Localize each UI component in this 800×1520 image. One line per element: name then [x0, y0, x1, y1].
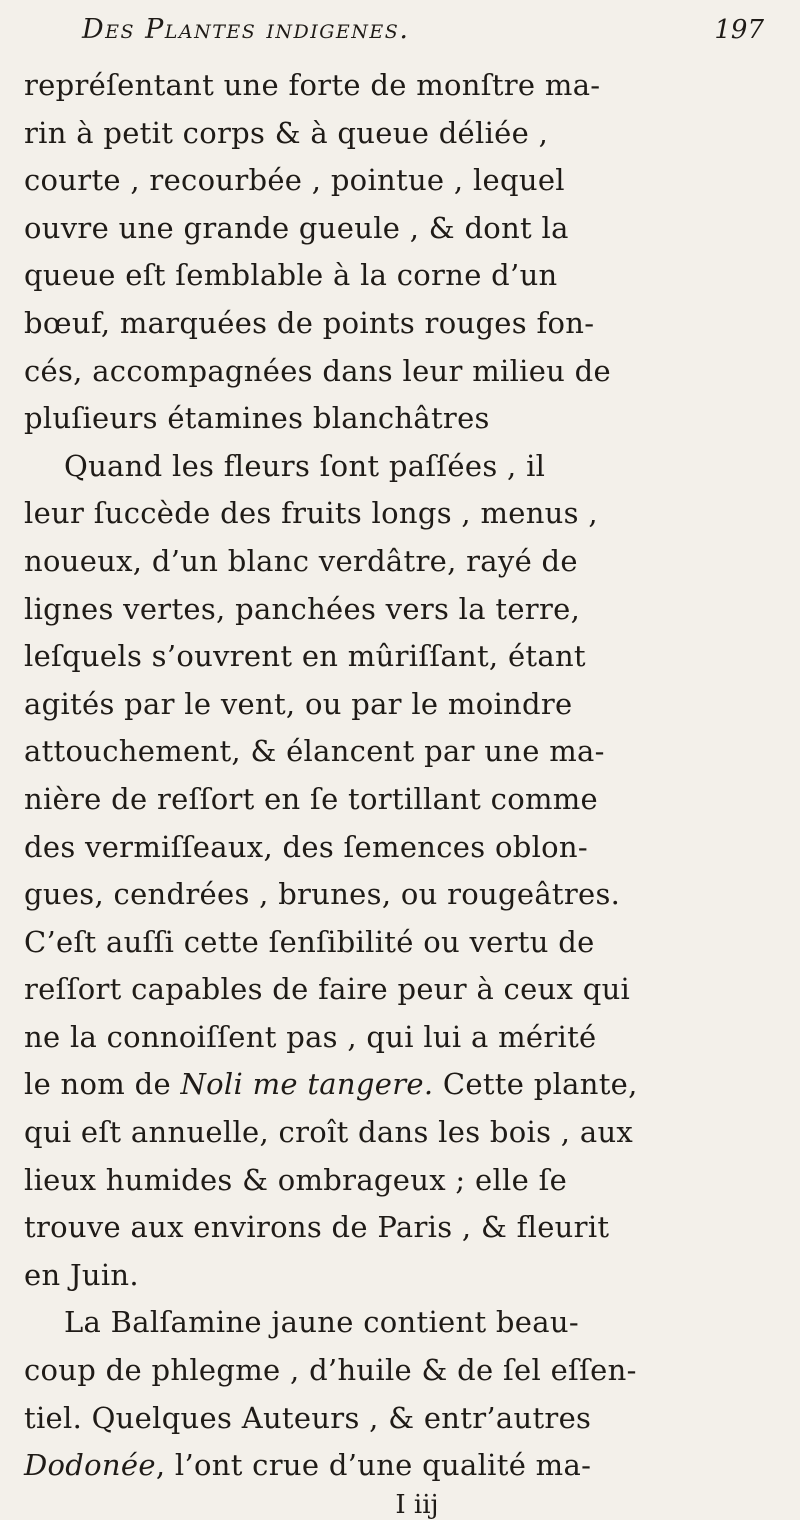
text-line: noueux, d’un blanc verdâtre, rayé de [24, 543, 578, 578]
text-line: bœuf, marquées de points rouges fon- [24, 305, 595, 340]
italic-author-name: Dodonée [24, 1448, 156, 1483]
text-line: trouve aux environs de Paris , & fleurit [24, 1210, 610, 1245]
running-title: Des Plantes indigenes. [82, 14, 410, 45]
text-line: tiel. Quelques Auteurs , & entr’autres [24, 1400, 592, 1435]
text-line: agités par le vent, ou par le moindre [24, 686, 573, 721]
text-line: Dodonée, l’ont crue d’une qualité ma- [24, 1448, 592, 1483]
text-line: attouchement, & élancent par une ma- [24, 734, 605, 769]
text-line: pluſieurs étamines blanchâtres [24, 401, 490, 436]
text-line: gues, cendrées , brunes, ou rougeâtres. [24, 877, 621, 912]
text-line: courte , recourbée , pointue , lequel [24, 163, 565, 198]
text-line: lignes vertes, panchées vers la terre, [24, 591, 581, 626]
text-line: en Juin. [24, 1257, 139, 1292]
text-line: C’eſt auſſi cette ſenſibilité ou vertu de [24, 924, 595, 959]
paragraph-start-line: La Balſamine jaune contient beau- [64, 1305, 579, 1340]
page-number: 197 [714, 15, 764, 45]
text-line: cés, accompagnées dans leur milieu de [24, 353, 612, 388]
text-line: queue eſt ſemblable à la corne d’un [24, 258, 558, 293]
text-line: reſſort capables de faire peur à ceux qui [24, 972, 631, 1007]
text-line: qui eſt annuelle, croît dans les bois , aux [24, 1115, 634, 1150]
text-line: ouvre une grande gueule , & dont la [24, 210, 569, 245]
text-line: des vermiſſeaux, des ſemences oblon- [24, 829, 588, 864]
text-line: repréſentant une forte de monſtre ma- [24, 68, 601, 102]
text-line: leſquels s’ouvrent en mûriſſant, étant [24, 639, 586, 674]
running-head [24, 14, 770, 60]
text-line: lieux humides & ombrageux ; elle ſe [24, 1162, 568, 1197]
italic-plant-name: Noli me tangere. [180, 1067, 434, 1102]
body-text [24, 62, 770, 1520]
signature-mark: I iij [395, 1489, 439, 1520]
text-line: ne la connoiſſent pas , qui lui a mérité [24, 1019, 597, 1054]
paragraph-start-line: Quand les fleurs ſont paſſées , il [64, 448, 546, 483]
text-line: rin à petit corps & à queue déliée , [24, 115, 549, 150]
text-line: le nom de Noli me tangere. Cette plante, [24, 1067, 638, 1102]
text-line: coup de phlegme , d’huile & de ſel eſſen- [24, 1353, 637, 1388]
text-line: leur ſuccède des fruits longs , menus , [24, 496, 598, 531]
text-line: nière de reſſort en ſe tortillant comme [24, 781, 599, 816]
